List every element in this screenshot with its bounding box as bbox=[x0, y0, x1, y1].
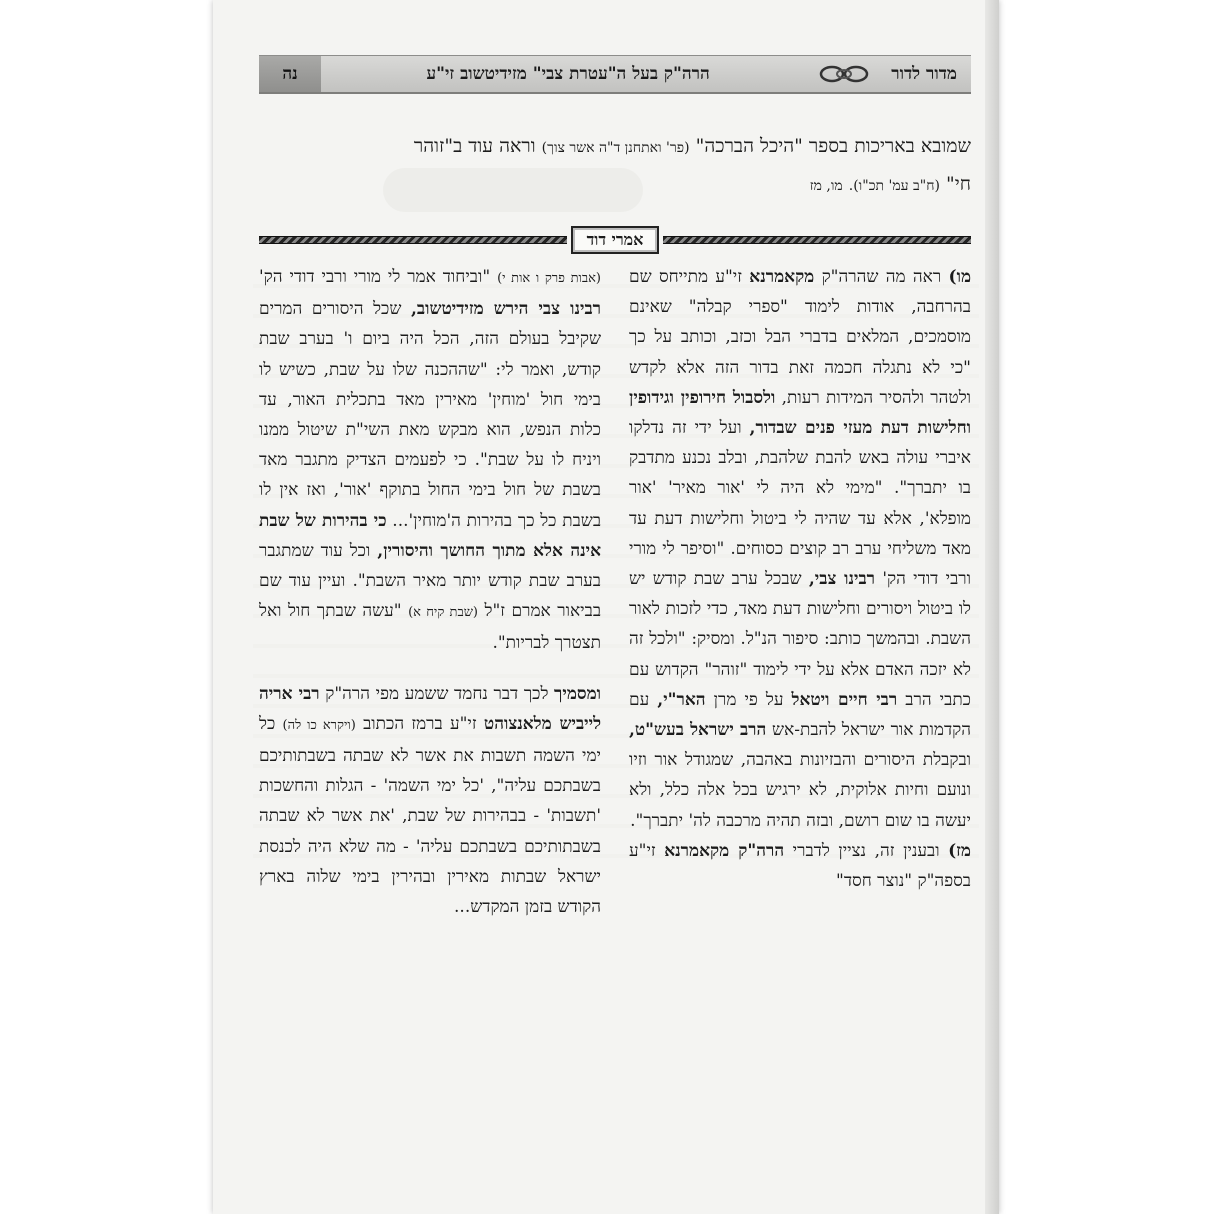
section-label: אמרי דוד bbox=[571, 226, 660, 254]
rope-ornament bbox=[259, 236, 567, 244]
paragraph-gap bbox=[259, 659, 601, 679]
section-divider bbox=[259, 228, 971, 252]
book-title: מדור לדור bbox=[891, 64, 957, 84]
note-paragraph: מו) ראה מה שהרה"ק מקאמרנא זי"ע מתייחס שם בהרחבה, אודות לימוד "ספרי קבלה" שאינם מוסמכים, המלאים בדברי הבל וכזב, וכותב על כך "כי לא נתגלה חכמה זאת בדור הזה אלא לקדש ולטהר ולהסיר המידות רעות, ולסבול חירופין וגידופין וחלישות דעת מעזי פנים שבדור, ועל ידי זה נדלקו איברי עולה באש להבת שלהבת, ובלב נכנע מתדבק בו יתברך". "מימי לא היה לי 'אור מאיר' 'אור מופלא', אלא עד שהיה לי ביטול וחלישות דעת עד מאד משליחי ערב רב קוצים כסוחים. "וסיפר לי מורי ורבי דודי הק' רבינו צבי, שבכל ערב שבת קודש יש לו ביטול ויסורים וחלישות דעת מאד, כדי לזכות לאור השבת. ובהמשך כותב: סיפור הנ"ל. ומסיק: "ולכל זה לא יזכה האדם אלא על ידי לימוד "זוהר" הקדוש עם כתבי הרב רבי חיים ויטאל על פי מרן האר"י, עם הקדמות אור ישראל להבת-אש הרב ישראל בעש"ט, ובקבלת היסורים והבזיונות באהבה, שמגודל אור וזיו ונועם וחיות אלוקית, לא ירגיש בכל אלה כלל, ולא יעשה בו שום רושם, ובזה תהיה מרכבה לה' יתברך". bbox=[629, 267, 971, 831]
intro-text bbox=[259, 128, 971, 204]
chain-ornament-icon bbox=[815, 61, 873, 87]
book-page bbox=[213, 0, 999, 1214]
note-marker: מז) bbox=[948, 840, 971, 861]
note-paragraph: ומסמיך לכך דבר נחמד ששמע מפי הרה"ק רבי אריה לייביש מלאנצוהט זי"ע ברמז הכתוב (ויקרא כו לה) כל ימי השמה תשבות את אשר לא שבתה בשבתותיכם בשבתכם עליה", 'כל ימי השמה' - הגלות והחשכות 'תשבות' - בבהירות של שבת, 'את אשר לא שבתה בשבתותיכם בשבתכם עליה' - מה שלא היה לכנסת ישראל שבתות מאירין ובהירין בימי שלוה בארץ הקודש בזמן המקדש... bbox=[259, 683, 601, 918]
note-marker: מו) bbox=[948, 267, 971, 287]
running-header bbox=[259, 55, 971, 94]
left-column bbox=[259, 262, 601, 1192]
note-paragraph: מז) ובענין זה, נציין לדברי הרה"ק מקאמרנא זי"ע בספה"ק "נוצר חסד" bbox=[629, 840, 971, 892]
intro-line-2: חי" (ח"ב עמ' תכ"ו). מו, מז bbox=[809, 173, 971, 195]
note-paragraph: (אבות פרק ו אות י) "וביחוד אמר לי מורי ורבי דודי הק' רבינו צבי הירש מזידיטשוב, שכל היסורים המרים שקיבל בעולם הזה, הכל היה ביום ו' בערב שבת קודש, ואמר לי: "שההכנה שלו על שבת, כשיש לו בימי חול 'מוחין' מאירין מאד בתכלית האור, עד כלות הנפש, הוא מבקש מאת השי"ת שיטול ממנו ויניח לו על שבת". כי לפעמים הצדיק מתגבר מאד בשבת של חול בימי החול בתוקף 'אור', ואז אין לו בשבת כל כך בהירות ה'מוחין'... כי בהירות של שבת אינה אלא מתוך החושך והיסורין, וכל עוד שמתגבר בערב שבת קודש יותר מאיר השבת". ועיין עוד שם בביאור אמרם ז"ל (שבת קיח א) "עשה שבתך חול ואל תצטרך לבריות". bbox=[259, 267, 601, 654]
footnote-refs: מו, מז bbox=[809, 178, 843, 194]
rope-ornament bbox=[663, 236, 971, 244]
page-edge bbox=[985, 0, 999, 1214]
running-title: הרה"ק בעל ה"עטרת צבי" מזידיטשוב זי"ע bbox=[426, 64, 710, 84]
right-column bbox=[629, 262, 971, 1192]
intro-line-1: שמובא באריכות בספר "היכל הברכה" (פר' ואתחנן ד"ה אשר צוך) וראה עוד ב"זוהר bbox=[413, 135, 971, 157]
page-number: נה bbox=[259, 56, 321, 92]
